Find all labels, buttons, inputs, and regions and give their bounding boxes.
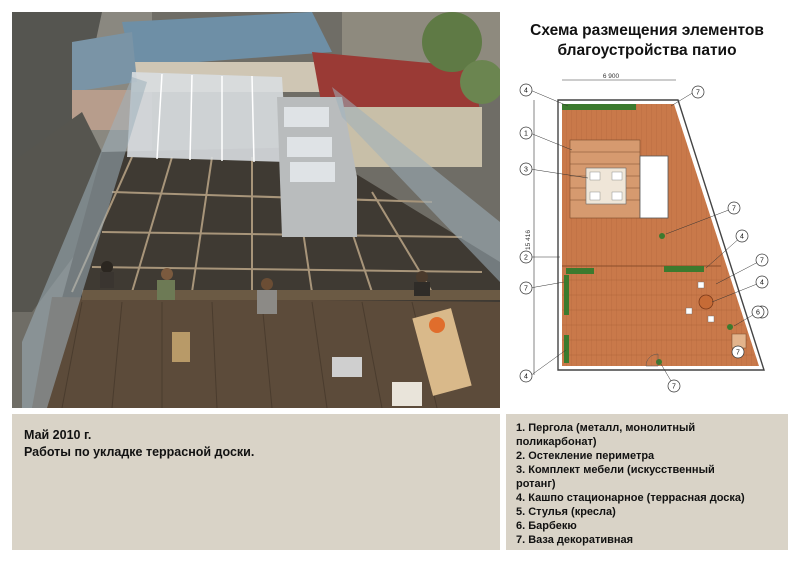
callout-number: 1 xyxy=(524,130,528,138)
rooftop-photo-illustration xyxy=(12,12,500,408)
page-title-line-1: Схема размещения элементов xyxy=(530,22,764,39)
legend-item: ротанг) xyxy=(516,478,556,490)
legend-item: 4. Кашпо стационарное (террасная доска) xyxy=(516,492,745,504)
legend-item: 3. Комплект мебели (искусственный xyxy=(516,464,715,476)
caption-date: Май 2010 г. xyxy=(24,428,92,442)
equipment-block xyxy=(640,156,668,218)
caption-text: Работы по укладке террасной доски. xyxy=(24,445,255,459)
barbecue xyxy=(699,295,713,309)
page-title-line-2: благоустройства патио xyxy=(557,42,737,59)
width-dimension-label: 6 900 xyxy=(602,73,620,80)
patio-site-plan xyxy=(506,70,788,410)
planter-bottom-left xyxy=(564,335,569,363)
callout-number: 7 xyxy=(760,257,764,265)
chair xyxy=(686,308,692,314)
caption-panel xyxy=(12,414,500,550)
callout-number: 7 xyxy=(696,89,700,97)
callout-number: 7 xyxy=(524,285,528,293)
callout-number: 7 xyxy=(736,349,740,357)
callout-number: 3 xyxy=(524,166,528,174)
vase xyxy=(727,324,733,330)
legend-item: 2. Остекление периметра xyxy=(516,450,655,462)
legend-panel xyxy=(506,414,788,550)
planter-mid-right xyxy=(664,266,704,272)
construction-photo xyxy=(12,12,500,408)
callout-number: 4 xyxy=(524,373,528,381)
planter-top xyxy=(562,104,636,110)
callout-number: 4 xyxy=(740,233,744,241)
vase xyxy=(659,233,665,239)
callout-number: 7 xyxy=(732,205,736,213)
patio-plan-drawing xyxy=(506,70,788,410)
height-dimension-label: 15 416 xyxy=(525,230,532,250)
chair xyxy=(708,316,714,322)
chair xyxy=(698,282,704,288)
planter-left xyxy=(564,275,569,315)
callout-number: 2 xyxy=(524,254,528,262)
legend-item: поликарбонат) xyxy=(516,436,597,448)
callout-number: 4 xyxy=(524,87,528,95)
callout-number: 4 xyxy=(760,279,764,287)
legend-item: 1. Пергола (металл, монолитный xyxy=(516,422,696,434)
callout-number: 6 xyxy=(756,309,760,317)
legend-item: 5. Стулья (кресла) xyxy=(516,506,616,518)
planter-mid-left xyxy=(566,268,594,274)
callout-number: 7 xyxy=(672,383,676,391)
legend-item: 6. Барбекю xyxy=(516,520,577,532)
legend-item: 7. Ваза декоративная xyxy=(516,534,634,546)
